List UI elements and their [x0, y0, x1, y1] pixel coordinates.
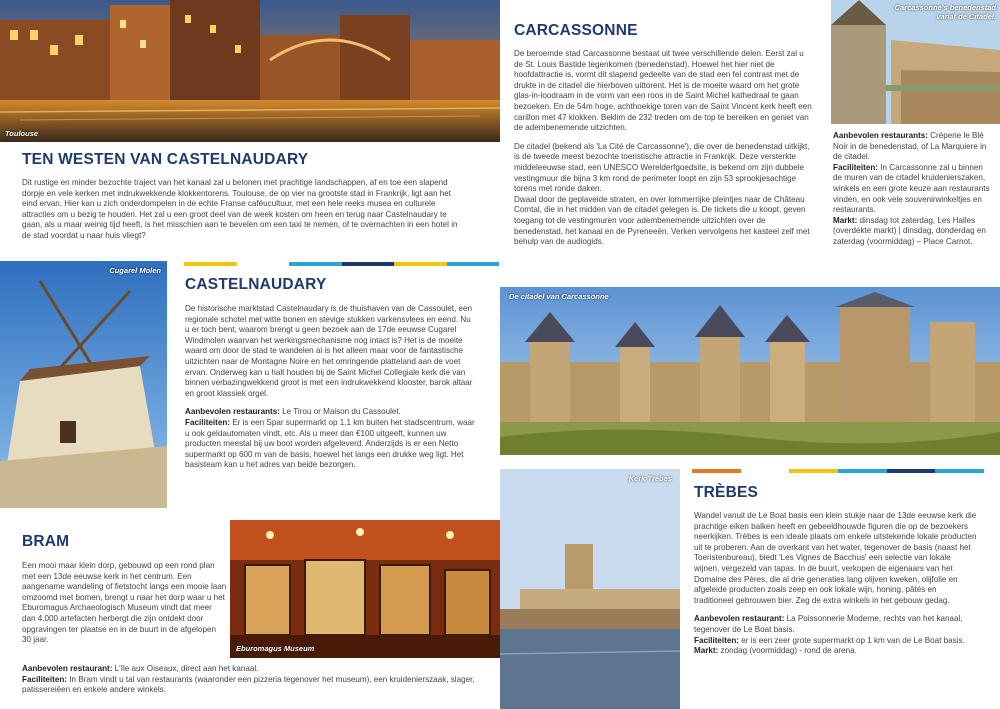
citadel-photo [500, 287, 1000, 455]
trebes-paragraph: Wandel vanuit de Le Boat basis een klein stukje naar de 13de eeuwse kerk die prachtige eiken balken heeft en gebeeldhouwde figuren die op de bezoekers neerkijken. Trèbes is een ideale plaats om enkele uitstekende lokale producten uit te proberen. Aan de overkant van het water, tegenover de basis (naast het Toeristenbureau), biedt 'Les Vignes de Bacchus' een selectie van lokale wijnen, vergezeld van tapas. In de buurt, verkopen de eigenaars van het Domaine des Pères, die al drie generaties lang olijven kweken, olijfolie en afgeleide producten zoals zeep en ook lokale wijn, honing, pâtés en traditioneel gebrouwen bier. Zeg de extra winkels in het gebouw gedag. [694, 511, 977, 605]
bram-body [22, 561, 227, 654]
west-paragraph: Dit rustige en minder bezochte traject van het kanaal zal u belonen met prachtige landschappen, af en toe een slapend dorpje en vele kerken met indrukwekkende klokkentorens. Toulouse, de op vier na grootste stad in Frankrijk, ligt aan het eind ervan. Hier kan u zich onderdompelen in de echte Franse caféucultuur, met een hele reeks musea en culturele attracties om u bezig te houden. Het zal u een groot deel van de week kosten om heen en terug naar Castelnaudary te gaan, als u maar weinig tijd heeft, is het misschien aan te bevelen om een taxi te nemen, of te overnachten in een hotel in de stad voordat u naar huis vliegt? [22, 178, 458, 240]
toulouse-photo [0, 0, 500, 142]
trebes-heading: TRÈBES [694, 484, 759, 501]
castelnaudary-paragraph: De historische marktstad Castelnaudary is de thuishaven van de Cassoulet, een regionale schotel met witte bonen en stevige stukken varkensvlees en eend. Nu u er toch bent, waarom brengt u geen bezoek aan de 17de eeuwse Cugarel Windmolen waarvan het werkingsmechanisme nog intact is? Het is de moeite waard om door de stad te wandelen al is het alleen maar voor de fantastische uitzichten naar de Montagne Noire en het omringende platteland aan de voet ervan. Onderweg kan u halt houden bij de Saint Michel Collegiale kerk die van binnen verbazingwekkend groot is met een indrukwekkend klooster, barok altaar en groot klassiek orgel. [185, 304, 473, 398]
museum-photo [230, 520, 500, 658]
castelnaudary-stripe [184, 262, 499, 266]
west-body [22, 178, 464, 250]
trebes-caption: Kerk Trèbes [628, 474, 672, 483]
benedenstad-caption: Carcassonne's benedenstad vanaf de Citadel. [894, 3, 996, 21]
castelnaudary-body [185, 304, 475, 471]
museum-caption: Eburomagus Museum [236, 644, 315, 653]
bram-paragraph: Een mooi maar klein dorp, gebouwd op een rond plan met een 13de eeuwse kerk in het centrum. Een aangename wandeling of fietstocht langs een mooie laan omzoomd met bomen, brengt u naar het dorp waar u het Eburomagus Archaeologisch Museum vindt dat meer dan 4.000 artefacten herbergt die zijn ontdekt door opgravingen ter plaatse en in de buurt in de afgelopen 30 jaar. [22, 561, 227, 645]
carcassonne-body [514, 49, 814, 256]
bram-facts: Aanbevolen restaurant: L'Ile aux Oiseaux, direct aan het kanaal. Faciliteiten: In Bram vindt u tal van restaurants (waaronder een pizzeria tegenover het museum), een kruidenierszaak, slager, patissereiëen en enkele andere winkels. [22, 664, 475, 695]
benedenstad-photo [831, 0, 1000, 124]
castelnaudary-facts: Aanbevolen restaurants: Le Tirou or Maison du Cassoulet. Faciliteiten: Er is een Spar supermarkt op 1,1 km buiten het stadscentrum, waar u ook geldautomaten vindt, etc. Als u meer dan €100 uitgeeft, kunnen uw producten meestal bij uw boot worden afgeleverd. Anderzijds is er een Netto supermarkt op 600 m van de basis, hoewel het langs een drukke weg ligt. Het basisteam kan u het adres van beide bezorgen. [185, 407, 475, 470]
cugarel-photo [0, 261, 167, 508]
trebes-body [694, 511, 977, 657]
trebes-stripe [692, 469, 984, 473]
cugarel-caption: Cugarel Molen [109, 266, 161, 275]
bram-heading: BRAM [22, 533, 70, 550]
carcassonne-sidebar: Aanbevolen restaurants: Créperie le Blé Noir in de benedenstad, of La Marquiere in de citadel. Faciliteiten: In Carcassonne zal u binnen de muren van de citadel kruidenierszaken, winkels en een grote keuze aan restaurants vinden, en ook vele souvenirwinkeltjes en restaurants. Markt: dinsdag tot zaterdag, Les Halles (overdekte markt) | dinsdag, donderdag en zaterdag (voormiddag) – Place Carnot. [833, 131, 990, 246]
trebes-photo [500, 469, 680, 709]
citadel-caption: De citadel van Carcassonne [509, 292, 609, 301]
trebes-facts: Aanbevolen restaurant: La Poissonnerie Moderne, rechts van het kanaal, tegenover de Le Boat basis. Faciliteiten: er is een zeer grote supermarkt op 1 km van de Le Boat basis. Markt: zondag (voormiddag) - rond de arena. [694, 614, 965, 656]
carcassonne-paragraph-1: De beroemde stad Carcassonne bestaat uit twee verschillende delen. Eerst zal u de St. Louis Bastide tegenkomen (benedenstad). Hoewel het hier niet de hoofdattractie is, vormt dit slapend gedeelte van de stad een fel contrast met de drukte in de citadel die hierboven uittorent. Het is de moeite waard om het grote glas-in-loodraam in de vorm van een roos in de Saint Michel kathedraal te gaan bezoeken. En de 54m hoge, achthoekige toren van de Saint Vincent kerk heeft een carillon met 47 klokken. Beklim de 232 treden om de top te bereiken en geniet van de adembenemende uitzichten. [514, 49, 812, 133]
carcassonne-paragraph-3: Dwaal door de geplaveide straten, en over lommerrijke pleintjes naar de Château Comtal, die in het midden van de citadel gelegen is. De tickets die u koopt, geven toegang tot de vestingmuren voor adembenemende uitzichten over de benedenstad, het kanaal en de Pyreneeën. Verken vervolgens het kasteel zelf met behulp van de audiogids. [514, 194, 810, 247]
carcassonne-paragraph-2: De citadel (bekend als 'La Cité de Carcassonne'), die over de benedenstad uitkijkt, is de tweede meest bezochte toeristische attractie in Frankrijk. Deze versterkte middeleeuwse stad, een UNESCO Werelderfgoedsite, is bekend om zijn dubbele vestingmuur die bijna 3 km rond de perimeter loopt en zijn 53 sprookjesachtige torens met ronde daken. [514, 141, 810, 194]
carcassonne-heading: CARCASSONNE [514, 22, 638, 39]
west-heading: TEN WESTEN VAN CASTELNAUDARY [22, 151, 309, 168]
castelnaudary-heading: CASTELNAUDARY [185, 276, 327, 293]
toulouse-caption: Toulouse [5, 129, 39, 138]
